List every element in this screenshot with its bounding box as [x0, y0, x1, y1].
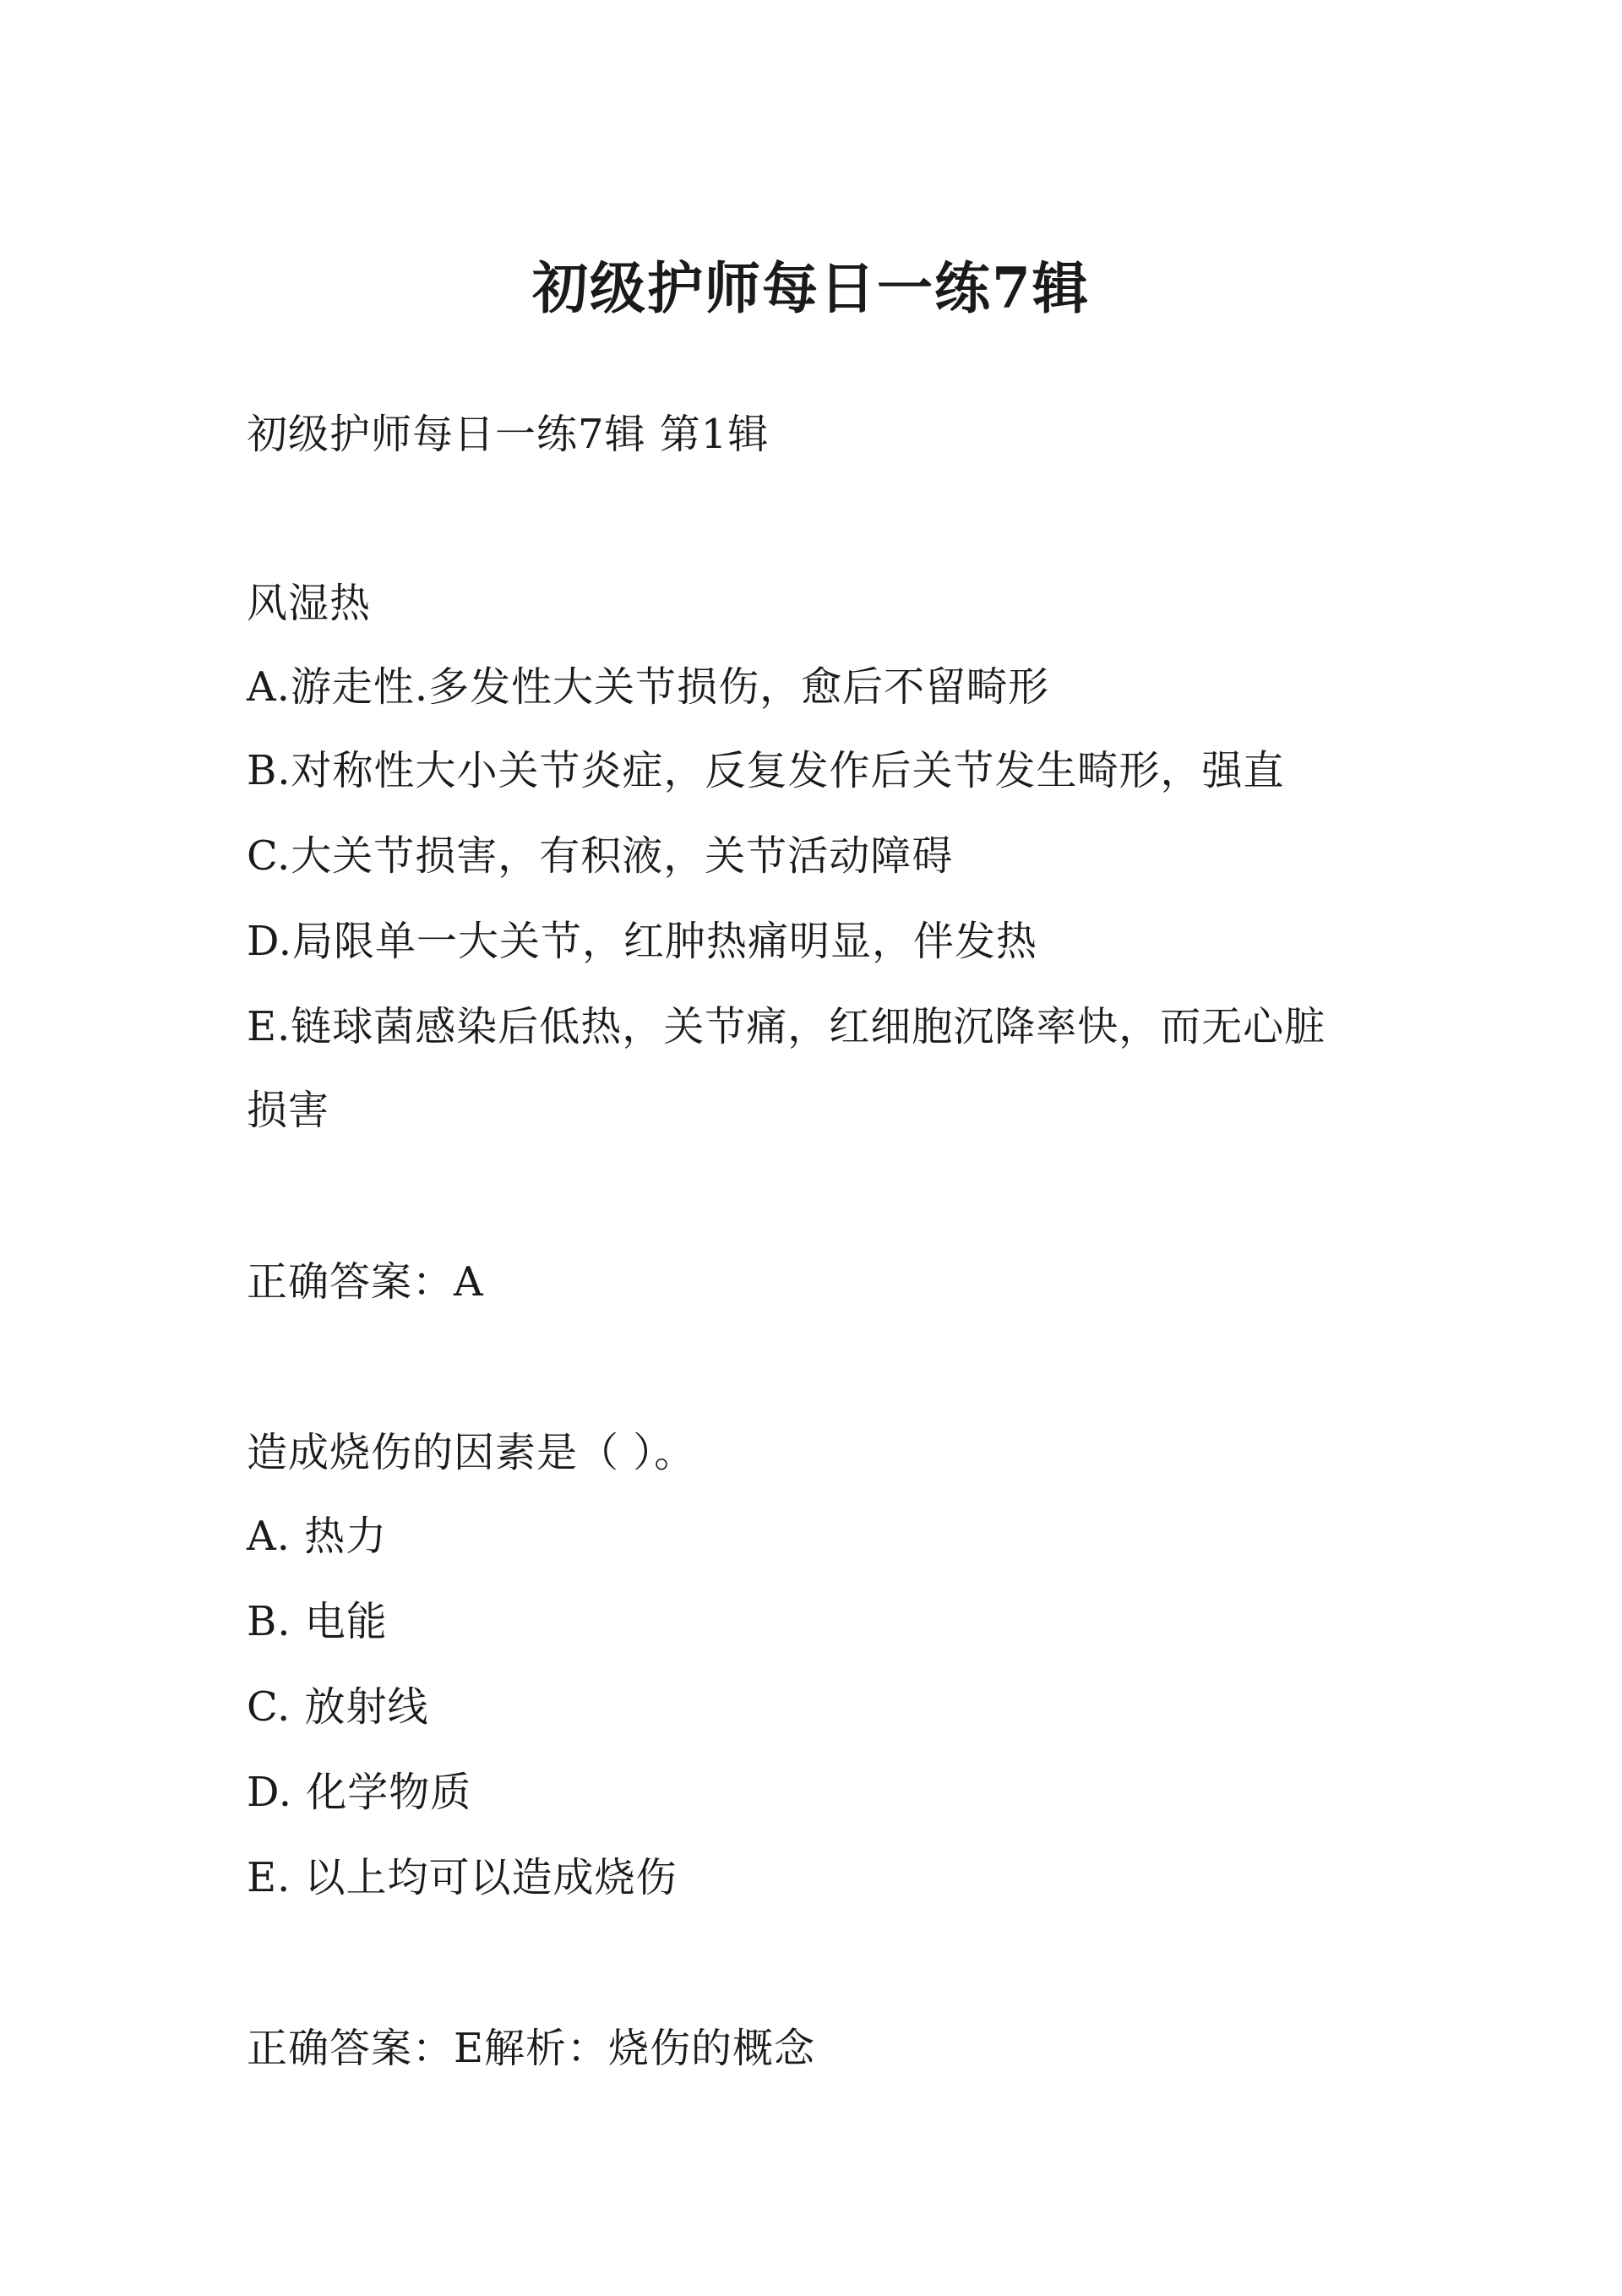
question-2-option-b: B. 电能	[247, 1598, 388, 1645]
question-1-option-e: E.链球菌感染后低热，关节痛，红细胞沉降率快，而无心脏	[247, 1003, 1326, 1050]
question-2-stem: 造成烧伤的因素是（ ）。	[247, 1429, 696, 1476]
question-1-answer: 正确答案：A	[247, 1258, 484, 1306]
question-2-answer: 正确答案：E解析：烧伤的概念	[247, 2025, 816, 2072]
question-1-option-a: A.游走性.多发性大关节损伤，愈后不留畸形	[247, 663, 1050, 711]
question-1-option-d: D.局限单一大关节，红肿热痛明显，伴发热	[247, 918, 1038, 965]
question-1-option-c: C.大关节损害，有积液，关节活动障碍	[247, 832, 954, 880]
document-title: 初级护师每日一练7辑	[532, 255, 1090, 321]
question-2-option-a: A. 热力	[247, 1513, 388, 1560]
question-2-option-d: D. 化学物质	[247, 1769, 472, 1816]
question-1-option-b: B.对称性大小关节炎症，反复发作后关节发生畸形，强直	[247, 747, 1285, 794]
document-subtitle: 初级护师每日一练7辑 第1辑	[247, 411, 770, 458]
question-2-option-c: C. 放射线	[247, 1683, 429, 1731]
question-1-stem: 风湿热	[247, 580, 372, 627]
question-2-option-e: E. 以上均可以造成烧伤	[247, 1854, 678, 1901]
question-1-option-e-continued: 损害	[247, 1087, 330, 1134]
